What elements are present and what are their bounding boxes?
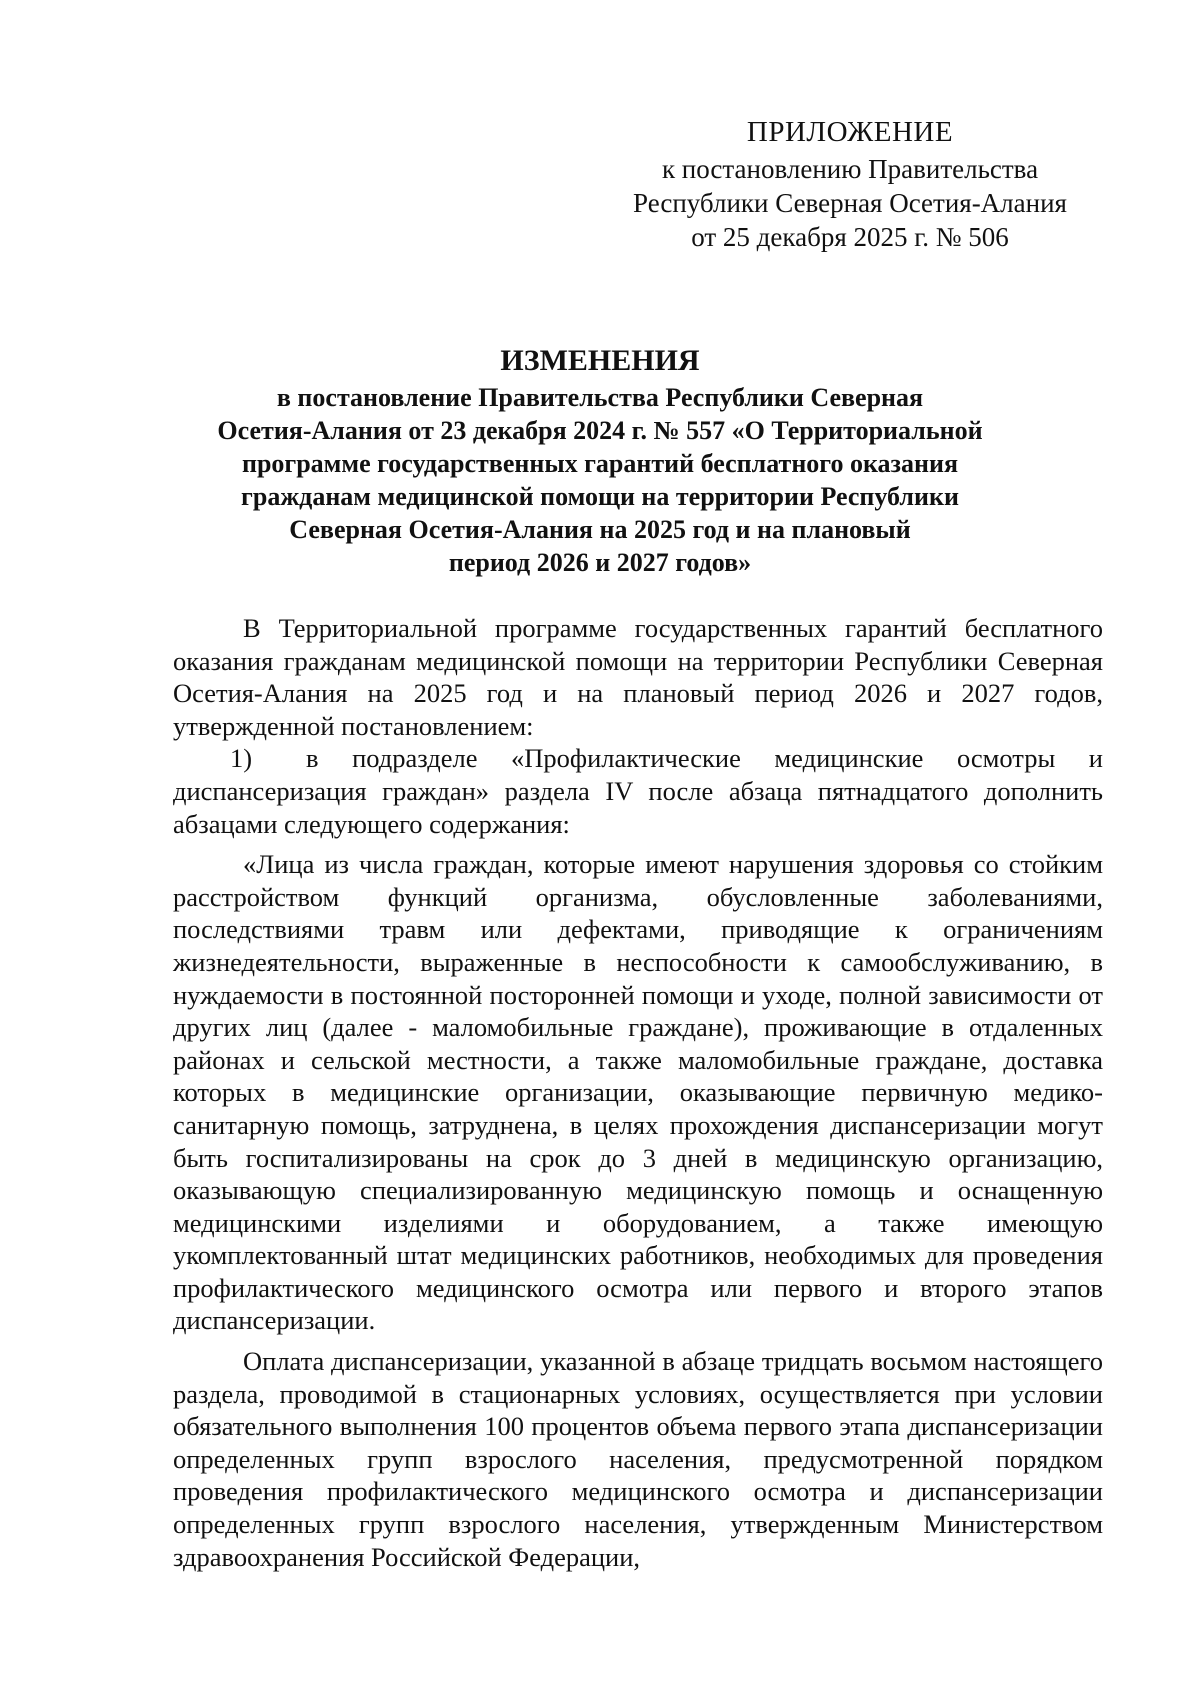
title-line-3: программе государственных гарантий бесплатного оказания (241, 449, 959, 478)
intro-paragraph: В Территориальной программе государственных гарантий бесплатного оказания гражданам медицинской помощи на территории Республики Северная Осетия-Алания на 2025 год и на плановый период 2026 и 2027 годов, утвержденной постановлением: (173, 613, 1103, 741)
appendix-line-1: к постановлению Правительства (661, 154, 1039, 184)
document-title (170, 342, 1030, 579)
appendix-block (600, 112, 1100, 254)
item-1-number: 1) (230, 743, 253, 774)
title-line-5: Северная Осетия-Алания на 2025 год и на плановый (289, 515, 911, 544)
quote-paragraph: «Лица из числа граждан, которые имеют нарушения здоровья со стойким расстройством функций организма, обусловленные заболеваниями, последствиями травм или дефектами, приводящие к ограничениям жизнедеятельности, выраженные в неспособности к самообслуживанию, в нуждаемости в постоянной посторонней помощи и уходе, полной зависимости от других лиц (далее - маломобильные граждане), проживающие в отдаленных районах и сельской местности, а также маломобильные граждане, доставка которых в медицинские организации, оказывающие первичную медико-санитарную помощь, затруднена, в целях прохождения диспансеризации могут быть госпитализированы на срок до 3 дней в медицинскую организацию, оказывающую специализированную медицинскую помощь и оснащенную медицинскими изделиями и оборудованием, а также имеющую укомплектованный штат медицинских работников, необходимых для проведения профилактического медицинского осмотра или первого и второго этапов диспансеризации. (173, 849, 1103, 1336)
appendix-line-3: от 25 декабря 2025 г. № 506 (691, 222, 1009, 252)
title-line-2: Осетия-Алания от 23 декабря 2024 г. № 557 «О Территориальной (217, 416, 983, 445)
title-line-6: период 2026 и 2027 годов» (448, 548, 752, 577)
appendix-line-2: Республики Северная Осетия-Алания (633, 188, 1067, 218)
item-1-text: в подразделе «Профилактические медицинские осмотры и диспансеризация граждан» раздела IV после абзаца пятнадцатого дополнить абзацами следующего содержания: (173, 743, 1103, 839)
document-body (173, 612, 1103, 1573)
title-line-4: гражданам медицинской помощи на территории Республики (241, 482, 959, 511)
payment-paragraph: Оплата диспансеризации, указанной в абзаце тридцать восьмом настоящего раздела, проводимой в стационарных условиях, осуществляется при условии обязательного выполнения 100 процентов объема первого этапа диспансеризации определенных групп взрослого населения, предусмотренной порядком проведения профилактического медицинского осмотра и диспансеризации определенных групп взрослого населения, утвержденным Министерством здравоохранения Российской Федерации, (173, 1346, 1103, 1572)
item-1-paragraph (173, 742, 1103, 840)
title-line-1: в постановление Правительства Республики Северная (276, 383, 924, 412)
appendix-title: ПРИЛОЖЕНИЕ (746, 116, 954, 148)
document-heading: ИЗМЕНЕНИЯ (500, 344, 700, 377)
